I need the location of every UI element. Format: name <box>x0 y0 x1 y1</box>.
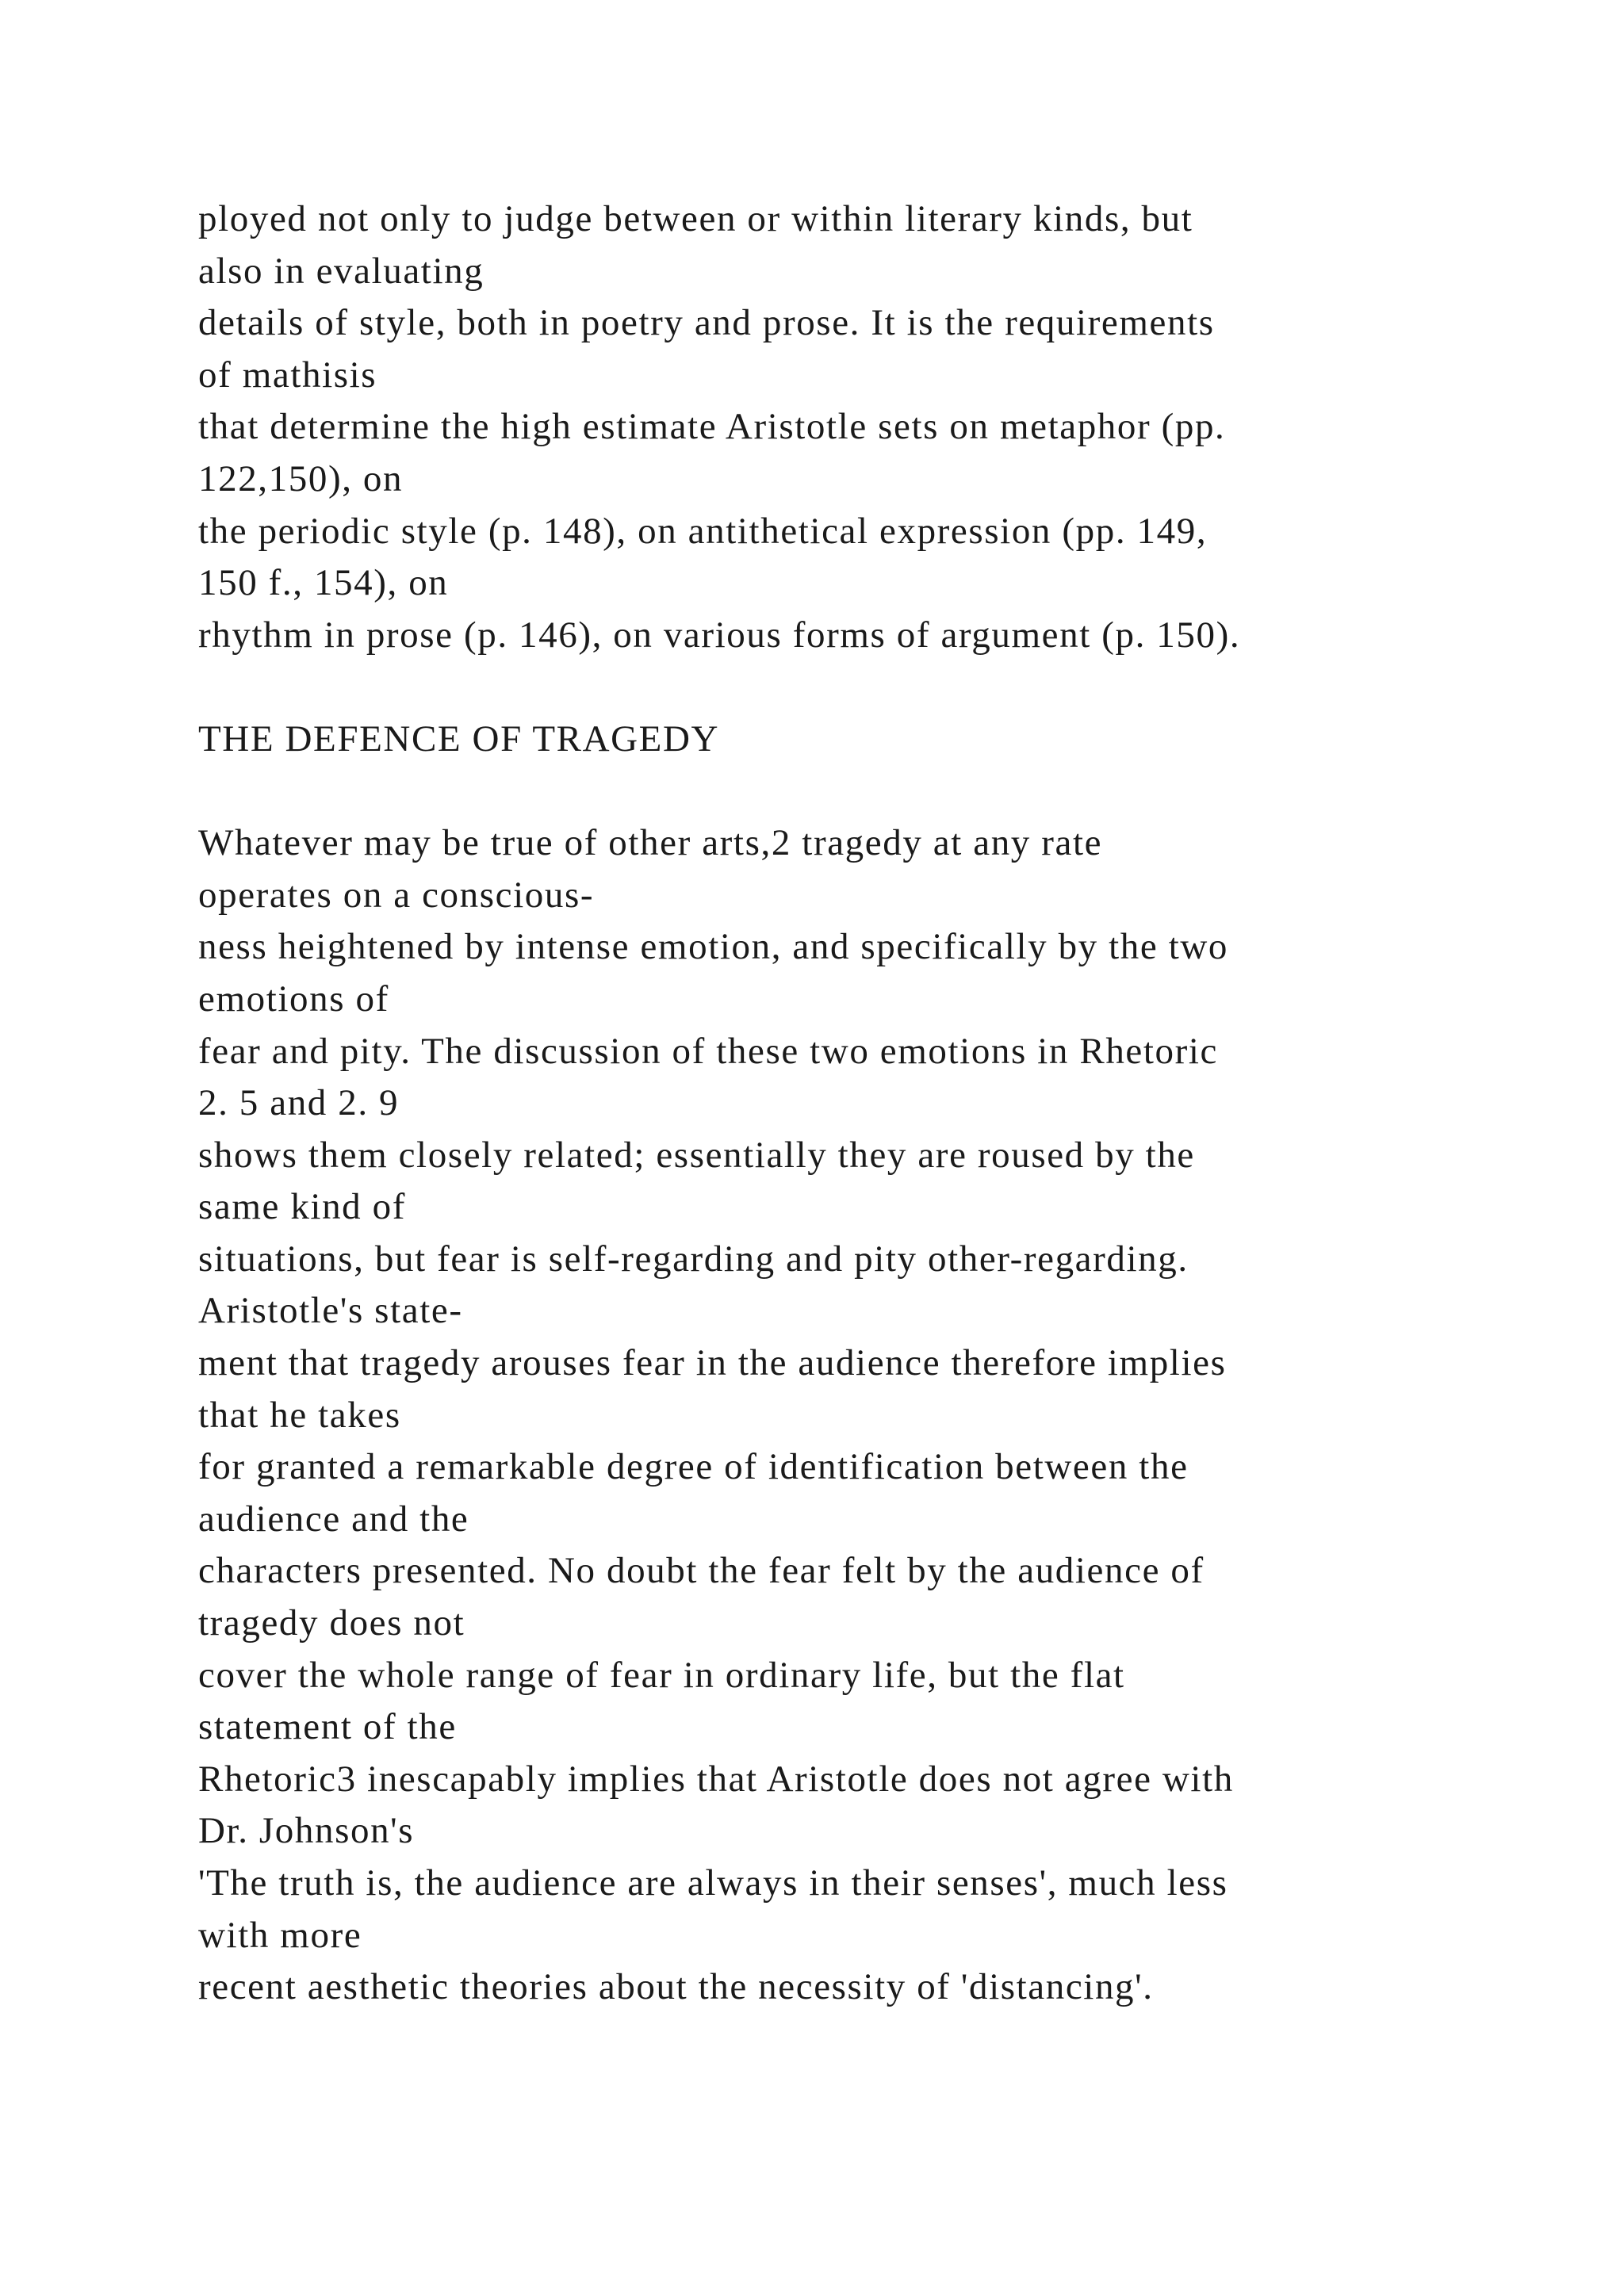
text-line: that determine the high estimate Aristotle sets on metaphor (pp. <box>198 406 1226 448</box>
text-line: situations, but fear is self-regarding and pity other-regarding. <box>198 1238 1189 1280</box>
text-line: the periodic style (p. 148), on antithetical expression (pp. 149, <box>198 510 1208 552</box>
text-line: with more <box>198 1914 362 1956</box>
text-line: 122,150), on <box>198 457 404 499</box>
text-line: Aristotle's state- <box>198 1290 463 1332</box>
text-line: Rhetoric3 inescapably implies that Aristotle does not agree with <box>198 1758 1234 1800</box>
text-line: for granted a remarkable degree of identification between the <box>198 1446 1189 1488</box>
text-line: fear and pity. The discussion of these two emotions in Rhetoric <box>198 1030 1219 1072</box>
text-line: 150 f., 154), on <box>198 562 449 604</box>
text-line: operates on a conscious- <box>198 874 595 916</box>
text-line: tragedy does not <box>198 1602 465 1644</box>
document-body <box>198 193 1515 2014</box>
text-line: cover the whole range of fear in ordinary life, but the flat <box>198 1654 1125 1696</box>
text-line: emotions of <box>198 978 389 1020</box>
text-line: characters presented. No doubt the fear felt by the audience of <box>198 1550 1205 1592</box>
text-line: recent aesthetic theories about the necessity of 'distancing'. <box>198 1966 1154 2008</box>
text-line: Whatever may be true of other arts,2 tragedy at any rate <box>198 822 1103 864</box>
text-line: also in evaluating <box>198 250 485 292</box>
text-line: audience and the <box>198 1498 469 1540</box>
text-line: 2. 5 and 2. 9 <box>198 1082 400 1124</box>
text-line: details of style, both in poetry and prose. It is the requirements <box>198 302 1215 344</box>
text-line: that he takes <box>198 1394 401 1436</box>
text-line: rhythm in prose (p. 146), on various forms of argument (p. 150). <box>198 614 1241 656</box>
paragraph-gap <box>198 661 1515 714</box>
text-line: Dr. Johnson's <box>198 1810 415 1852</box>
paragraph-gap <box>198 766 1515 818</box>
text-line: ployed not only to judge between or within literary kinds, but <box>198 198 1193 239</box>
section-heading: THE DEFENCE OF TRAGEDY <box>198 718 720 760</box>
text-line: ness heightened by intense emotion, and specifically by the two <box>198 926 1229 968</box>
text-line: same kind of <box>198 1186 406 1228</box>
text-line: ment that tragedy arouses fear in the audience therefore implies <box>198 1342 1227 1384</box>
text-line: shows them closely related; essentially they are roused by the <box>198 1134 1195 1176</box>
text-line: 'The truth is, the audience are always in their senses', much less <box>198 1862 1228 1904</box>
text-line: statement of the <box>198 1706 457 1748</box>
text-line: of mathisis <box>198 354 377 396</box>
